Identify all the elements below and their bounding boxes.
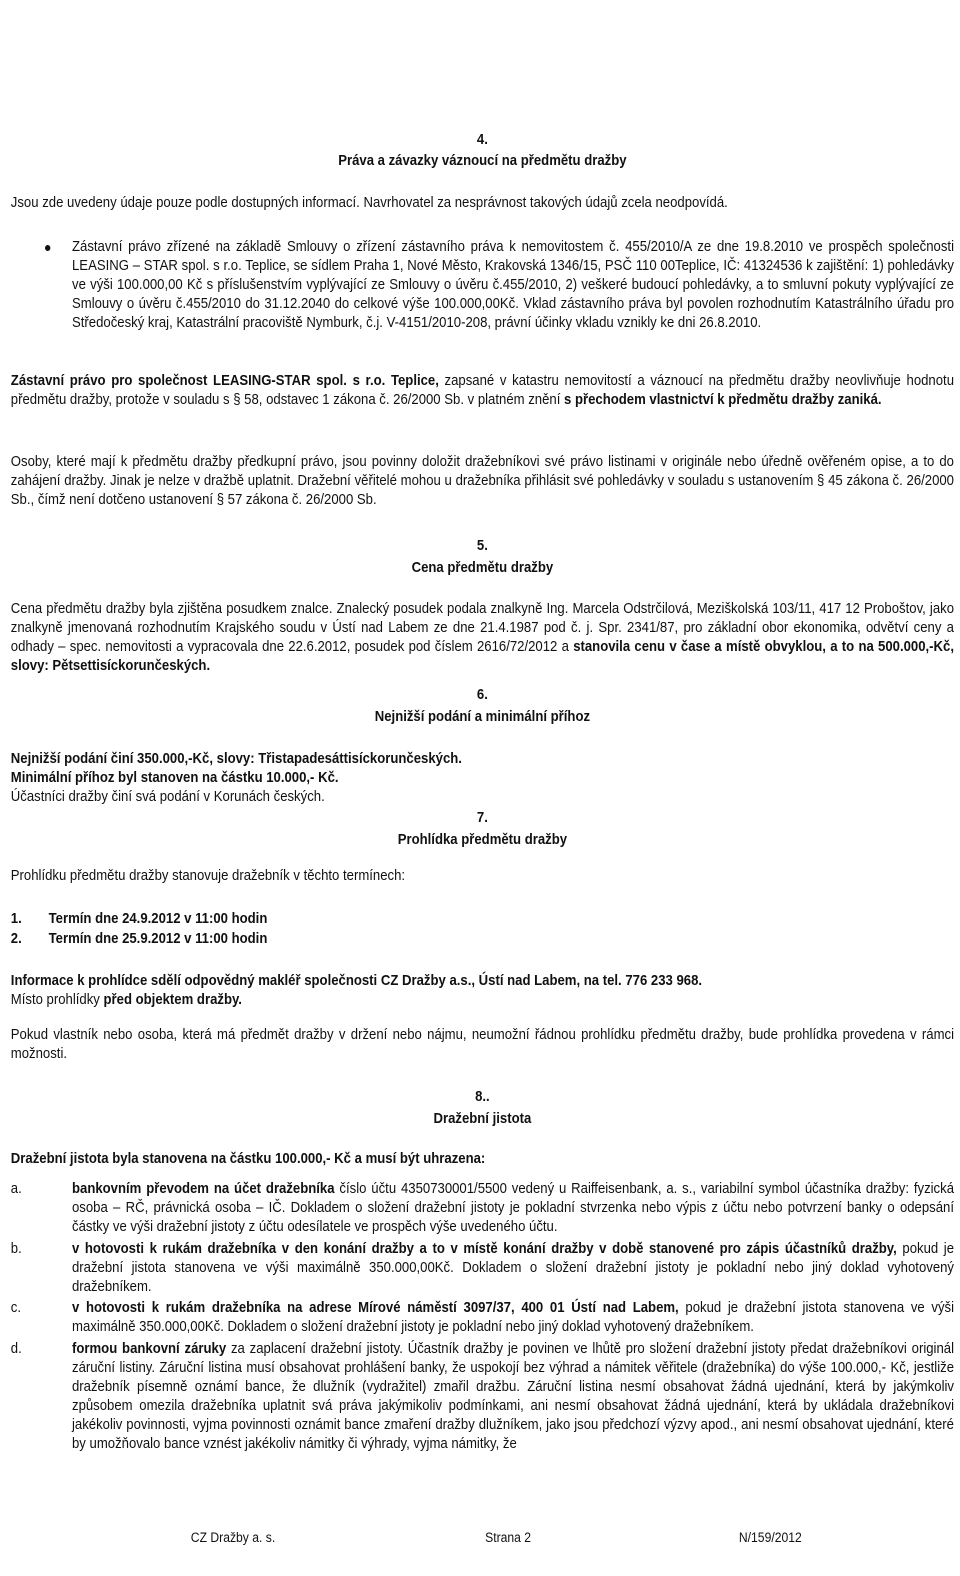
price-paragraph — [11, 600, 954, 676]
viewing-term-text: Termín dne 25.9.2012 v 11:00 hodin — [48, 931, 268, 947]
deposit-option-text — [72, 1340, 954, 1454]
lien-statement — [11, 372, 954, 410]
lien-bullet-text: Zástavní právo zřízené na základě Smlouvy o zřízení zástavního práva k nemovitostem č. 455/2010/A ze dne 19.8.2010 ve prospěch společnosti LEASING – STAR spol. s r.o. Teplice, se sídlem Praha 1, Nové Město, Krakovská 1346/15, PSČ 110 00Teplice, IČ: 41324536 k zajištění: 1) pohledávky ve výši 100.000,00 Kč s příslušenstvím vyplývající ze Smlouvy o úvěru č.455/2010, 2) veškeré budoucí pohledávky, a to smluvní pokuty vyplývající ze Smlouvy o úvěru č.455/2010 do 31.12.2040 do celkové výše 100.000,00Kč. Vklad zástavního práva byl povolen rozhodnutím Katastrálního úřadu pro Středočeský kraj, Katastrální pracoviště Nymburk, č.j. V-4151/2010-208, právní účinky vkladu vznikly ke dni 26.8.2010. — [72, 239, 954, 331]
section-5-number: 5. — [476, 538, 488, 554]
section-6-title: Nejnižší podání a minimální příhoz — [374, 709, 591, 725]
deposit-option-bold: v hotovosti k rukám dražebníka na adrese Mírové náměstí 3097/37, 400 01 Ústí nad Labem, — [72, 1300, 679, 1316]
section-8-number: 8.. — [475, 1089, 490, 1105]
section-4-intro: Jsou zde uvedeny údaje pouze podle dostupných informací. Navrhovatel za nesprávnost takových údajů zcela neodpovídá. — [10, 195, 728, 211]
viewing-intro: Prohlídku předmětu dražby stanovuje dražebník v těchto termínech: — [10, 868, 406, 884]
viewing-place — [11, 991, 954, 1010]
deposit-option-rest: pokud je dražební jistota stanovena ve výši maximálně 350.000,00Kč. Dokladem o složení dražební jistoty je pokladní nebo jiný doklad vyhotovený dražebníkem. — [72, 1300, 955, 1335]
section-7-title: Prohlídka předmětu dražby — [397, 832, 568, 848]
currency-line: Účastníci dražby činí svá podání v Korunách českých. — [10, 789, 325, 805]
lien-statement-text: zapsané v katastru nemovitostí a váznoucí na předmětu dražby neovlivňuje hodnotu předmětu dražby, protože v souladu s § 58, odstavec 1 zákona č. 26/2000 Sb. v platném znění — [10, 373, 954, 408]
deposit-option-label: b. — [10, 1241, 22, 1257]
section-6-number: 6. — [476, 687, 488, 703]
bullet-dot-icon — [45, 245, 50, 251]
deposit-option-bold: bankovním převodem na účet dražebníka — [72, 1181, 335, 1197]
deposit-option-label: c. — [10, 1300, 22, 1316]
price-paragraph-text: Cena předmětu dražby byla zjištěna posudkem znalce. Znalecký posudek podala znalkyně Ing. Marcela Odstrčilová, Meziškolská 103/11, 417 12 Proboštov, jako znalkyně jmenovaná rozhodnutím Krajského soudu v Ústí nad Labem ze dne 21.4.1987 pod č. j. Spr. 2341/87, pro základní obor ekonomika, odvětví ceny a odhady – spec. nemovitosti a vypracovala dne 22.6.2012, posudek pod číslem 2616/72/2012 a — [10, 601, 955, 655]
minimum-increment-line: Minimální příhoz byl stanoven na částku 10.000,- Kč. — [10, 770, 339, 786]
section-4-number: 4. — [476, 132, 488, 148]
section-5-title: Cena předmětu dražby — [411, 560, 554, 576]
deposit-option-rest: číslo účtu 4350730001/5500 vedený u Raiffeisenbank, a. s., variabilní symbol účastníka dražby: fyzická osoba – RČ, právnická osoba – IČ. Dokladem o složení dražební jistoty je pokladní stvrzenka nebo výpis z účtu nebo potvrzení banky o odepsání částky ve výši dražební jistoty z účtu odesílatele ve prospěch výše uvedeného účtu. — [72, 1181, 954, 1235]
deposit-option-text — [72, 1180, 954, 1237]
footer-company: CZ Dražby a. s. — [190, 1530, 276, 1545]
deposit-option-bold: formou bankovní záruky — [72, 1341, 227, 1357]
viewing-note: Pokud vlastník nebo osoba, která má předmět dražby v držení nebo nájmu, neumožní řádnou prohlídku předmětu dražby, bude prohlídka provedena v rámci možnosti. — [10, 1027, 955, 1062]
footer-reference: N/159/2012 — [738, 1530, 802, 1545]
deposit-option-text — [72, 1240, 954, 1297]
section-7-number: 7. — [476, 810, 488, 826]
deposit-option-label: d. — [10, 1341, 22, 1357]
viewing-term-1 — [11, 910, 268, 929]
footer-page-number: Strana 2 — [485, 1530, 532, 1545]
deposit-option-rest: za zaplacení dražební jistoty. Účastník dražby je povinen ve lhůtě pro složení dražební jistoty předat dražebníkovi originál záruční listiny. Záruční listina musí obsahovat prohlášení banky, že uspokojí bez výhrad a námitek věřitele (dražebníka) do výše 100.000,- Kč, jestliže dražebník písemně oznámí bance, že dlužník (vydražitel) zmařil dražbu. Záruční listina nesmí obsahovat žádná ujednání, která by jakýmkoliv způsobem omezila dražebníka uplatnit svá práva jakýmikoliv podmínkami, ani nesmí obsahovat žádná ujednání, která by ukládala dražebníkovi jakékoliv povinnosti, vyjma povinnosti oznámit bance zmaření dražby dlužníkem, jako jsou předchozí výzvy apod., ani nesmí obsahovat ujednání, které by umožňovalo bance vznést jakékoliv námitky či výhrady, vyjma námitky, že — [72, 1341, 954, 1452]
lien-statement-bold-start: Zástavní právo pro společnost LEASING-STAR spol. s r.o. Teplice, — [10, 373, 439, 389]
viewing-term-number: 1. — [10, 911, 22, 927]
lowest-bid-line: Nejnižší podání činí 350.000,-Kč, slovy: Třistapadesáttisíckorunčeských. — [10, 751, 462, 767]
lien-bullet-item — [72, 238, 954, 333]
deposit-option-rest: pokud je dražební jistota stanovena ve výši maximálně 350.000,00Kč. Dokladem o složení dražební jistoty je pokladní nebo jiný doklad vyhotovený dražebníkem. — [72, 1241, 955, 1295]
section-4-title: Práva a závazky váznoucí na předmětu dražby — [338, 153, 627, 169]
lien-statement-bold-end: s přechodem vlastnictví k předmětu dražby zaniká. — [564, 392, 882, 408]
preemption-paragraph: Osoby, které mají k předmětu dražby předkupní právo, jsou povinny doložit dražebníkovi své právo listinami v originále nebo úředně ověřeném opise, a to do zahájení dražby. Jinak je nelze v dražbě uplatnit. Dražební věřitelé mohou u dražebníka přihlásit své pohledávky v souladu s ustanovením § 45 zákona č. 26/2000 Sb., čímž není dotčeno ustanovení § 57 zákona č. 26/2000 Sb. — [10, 454, 955, 508]
viewing-term-number: 2. — [10, 931, 22, 947]
viewing-place-label: Místo prohlídky — [10, 992, 104, 1008]
viewing-term-2 — [11, 930, 268, 949]
viewing-term-text: Termín dne 24.9.2012 v 11:00 hodin — [48, 911, 268, 927]
deposit-option-bold: v hotovosti k rukám dražebníka v den konání dražby a to v místě konání dražby v době stanovené pro zápis účastníků dražby, — [72, 1241, 897, 1257]
price-paragraph-bold: stanovila cenu v čase a místě obvyklou, a to na 500.000,-Kč, slovy: Pětsettisíckorunčeských. — [10, 639, 954, 674]
viewing-info: Informace k prohlídce sdělí odpovědný makléř společnosti CZ Dražby a.s., Ústí nad Labem, na tel. 776 233 968. — [10, 973, 703, 989]
viewing-place-value: před objektem dražby. — [103, 992, 242, 1008]
deposit-option-label: a. — [10, 1181, 22, 1197]
section-8-title: Dražební jistota — [433, 1111, 532, 1127]
deposit-lead: Dražební jistota byla stanovena na částku 100.000,- Kč a musí být uhrazena: — [10, 1151, 486, 1167]
deposit-option-text — [72, 1299, 954, 1337]
